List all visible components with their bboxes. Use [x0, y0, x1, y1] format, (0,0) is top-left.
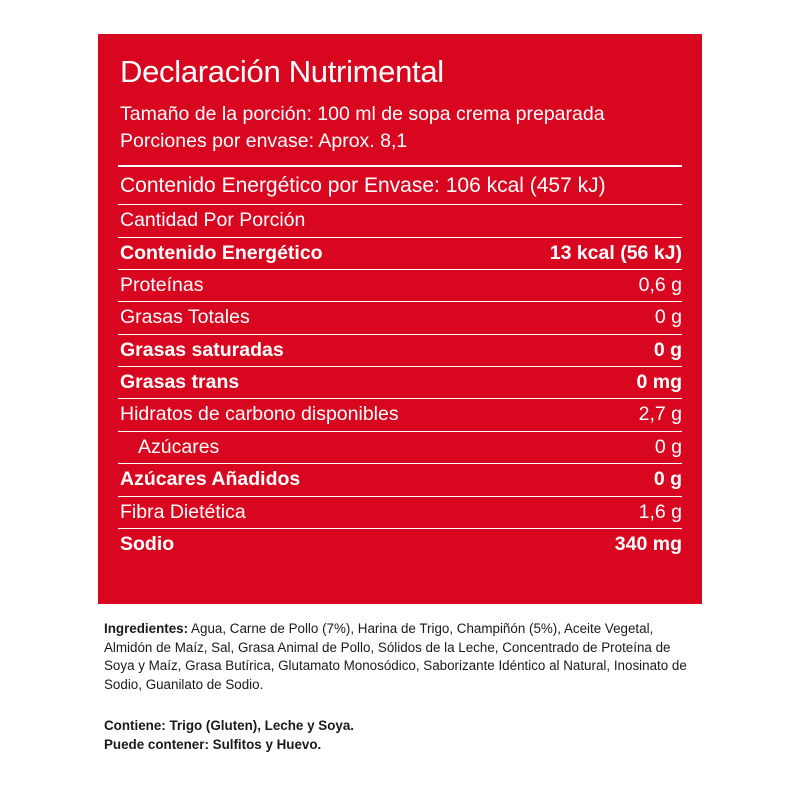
row-contenido-energetico [118, 237, 682, 269]
row-value: 0 g [653, 468, 682, 491]
row-value: 0,6 g [638, 273, 682, 296]
row-value: 0 g [654, 435, 682, 458]
row-grasas-saturadas [118, 334, 682, 366]
ingredients-paragraph [104, 620, 704, 694]
row-value: 0 g [654, 306, 682, 329]
row-fibra-dietetica [118, 496, 682, 528]
serving-size-line: Tamaño de la porción: 100 ml de sopa crema preparada [120, 102, 605, 125]
row-grasas-totales [118, 301, 682, 333]
row-value: 13 kcal (56 kJ) [549, 241, 682, 264]
page-title: Declaración Nutrimental [120, 54, 444, 89]
row-label: Azúcares Añadidos [120, 468, 301, 491]
row-value: 1,6 g [638, 500, 682, 523]
allergen-block [104, 716, 704, 755]
allergen-may-contain: Puede contener: Sulfitos y Huevo. [104, 737, 322, 753]
row-value: 0 mg [636, 371, 682, 394]
allergen-contains: Contiene: Trigo (Gluten), Leche y Soya. [104, 718, 354, 733]
row-azucares-anadidos [118, 463, 682, 495]
row-sodio [118, 528, 682, 560]
row-label: Sodio [120, 533, 175, 556]
row-proteinas [118, 269, 682, 301]
ingredients-heading: Ingredientes: [104, 621, 189, 636]
row-azucares [118, 431, 682, 463]
row-grasas-trans [118, 366, 682, 398]
row-label: Fibra Dietética [120, 500, 246, 523]
row-value: 340 mg [614, 533, 682, 556]
row-hidratos-de-carbono [118, 398, 682, 430]
nutrition-panel [98, 34, 702, 604]
row-value: 0 g [653, 338, 682, 361]
nutrition-rows [118, 165, 682, 560]
row-label: Hidratos de carbono disponibles [120, 403, 399, 426]
servings-per-container-line: Porciones por envase: Aprox. 8,1 [120, 130, 408, 153]
row-energy-per-container [118, 165, 682, 204]
row-label: Azúcares [138, 435, 220, 458]
row-amount-per-serving-header [118, 204, 682, 236]
row-label: Cantidad Por Porción [120, 209, 306, 232]
row-label: Contenido Energético [120, 241, 323, 264]
row-label: Proteínas [120, 273, 204, 296]
ingredients-text: Agua, Carne de Pollo (7%), Harina de Trigo, Champiñón (5%), Aceite Vegetal, Almidón de Maíz, Sal, Grasa Animal de Pollo, Sólidos de la Leche, Concentrado de Proteína de Soya y Maíz, Grasa Butírica, Glutamato Monosódico, Saborizante Idéntico al Natural, Inosinato de Sodio, Guanilato de Sodio. [104, 621, 687, 692]
row-label: Grasas trans [120, 371, 240, 394]
row-label: Grasas saturadas [120, 338, 284, 361]
row-label: Contenido Energético por Envase: 106 kcal (457 kJ) [120, 173, 606, 197]
row-value: 2,7 g [638, 403, 682, 426]
row-label: Grasas Totales [120, 306, 250, 329]
